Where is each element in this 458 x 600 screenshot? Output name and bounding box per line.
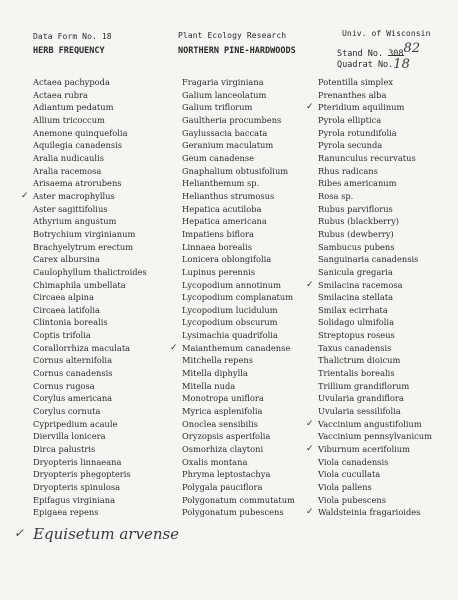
species-row	[182, 329, 295, 342]
species-name: Linnaea borealis	[182, 241, 252, 252]
species-name: Mitchella repens	[182, 355, 253, 366]
species-row	[33, 253, 147, 266]
species-name: Caulophyllum thalictroides	[33, 266, 147, 277]
species-name: Pyrola elliptica	[318, 114, 382, 125]
university: Univ. of Wisconsin	[342, 29, 431, 38]
species-row	[182, 367, 295, 380]
species-name: Allium tricoccum	[33, 114, 105, 125]
species-row	[182, 101, 295, 114]
quadrat-number	[337, 56, 410, 71]
species-row	[318, 177, 432, 190]
species-name: Arisaema atrorubens	[33, 178, 122, 189]
species-name: Aralia racemosa	[33, 165, 102, 176]
species-row	[318, 190, 432, 203]
species-name: Hepatica acutiloba	[182, 203, 262, 214]
species-name: Smilax ecirrhata	[318, 304, 388, 315]
species-name: Lysimachia quadrifolia	[182, 330, 278, 341]
species-row	[182, 506, 295, 519]
species-row	[21, 190, 147, 203]
species-name: Streptopus roseus	[318, 330, 395, 341]
species-row	[182, 456, 295, 469]
species-name: Actaea pachypoda	[33, 77, 110, 87]
species-row	[33, 152, 147, 165]
species-row	[318, 456, 432, 469]
species-name: Uvularia grandiflora	[318, 393, 404, 404]
species-name: Aster macrophyllus	[33, 190, 115, 201]
species-name: Maianthemum canadense	[182, 342, 291, 353]
species-row	[318, 165, 432, 178]
species-row	[306, 101, 432, 114]
species-row	[182, 304, 295, 317]
species-name: Sanguinaria canadensis	[318, 254, 419, 265]
species-row	[182, 291, 295, 304]
species-name: Lycopodium complanatum	[182, 292, 294, 303]
species-row	[318, 329, 432, 342]
species-row	[318, 481, 432, 494]
species-name: Smilacina racemosa	[318, 279, 403, 290]
species-row	[33, 127, 147, 140]
species-name: Viola pallens	[318, 482, 372, 492]
species-row	[306, 418, 432, 431]
species-row	[170, 342, 295, 355]
species-row	[33, 392, 147, 405]
species-row	[318, 380, 432, 393]
species-row	[33, 354, 147, 367]
species-row	[182, 481, 295, 494]
species-name: Polygonatum commutatum	[182, 494, 295, 505]
species-row	[182, 494, 295, 507]
species-row	[306, 443, 432, 456]
stand-label: Stand No.	[337, 49, 384, 59]
species-name: Aquilegia canadensis	[33, 140, 123, 151]
check-mark-icon: ✓	[306, 418, 314, 429]
species-name: Viola canadensis	[318, 456, 389, 467]
species-name: Epigaea repens	[33, 507, 99, 518]
species-row	[182, 253, 295, 266]
species-name: Solidago ulmifolia	[318, 317, 395, 328]
species-name: Brachyelytrum erectum	[33, 241, 134, 252]
species-row	[182, 316, 295, 329]
species-name: Prenanthes alba	[318, 89, 387, 100]
species-row	[33, 342, 147, 355]
species-name: Rubus (blackberry)	[318, 216, 400, 227]
handwritten-note	[14, 525, 179, 543]
species-row	[318, 354, 432, 367]
species-name: Cornus rugosa	[33, 380, 95, 391]
species-column-3	[306, 76, 432, 519]
species-row	[182, 177, 295, 190]
species-row	[33, 430, 147, 443]
species-name: Dirca palustris	[33, 444, 96, 455]
species-name: Lupinus perennis	[182, 266, 256, 277]
species-row	[33, 279, 147, 292]
species-row	[33, 203, 147, 216]
species-name: Ribes americanum	[318, 178, 397, 189]
species-row	[318, 152, 432, 165]
check-mark-icon: ✓	[306, 507, 314, 518]
species-row	[33, 165, 147, 178]
species-name: Onoclea sensibilis	[182, 418, 258, 429]
species-name: Epifagus virginiana	[33, 494, 116, 505]
species-row	[318, 430, 432, 443]
species-name: Sanicula gregaria	[318, 266, 393, 277]
species-row	[33, 241, 147, 254]
species-row	[33, 443, 147, 456]
species-name: Clintonia borealis	[33, 317, 108, 328]
species-row	[182, 443, 295, 456]
species-row	[182, 127, 295, 140]
species-row	[33, 304, 147, 317]
species-row	[318, 468, 432, 481]
species-name: Carex albursina	[33, 254, 100, 265]
form-subtitle: NORTHERN PINE-HARDWOODS	[178, 46, 296, 56]
species-row	[318, 215, 432, 228]
species-row	[182, 266, 295, 279]
species-row	[182, 430, 295, 443]
species-name: Actaea rubra	[33, 89, 88, 100]
form-number: Data Form No. 18	[33, 32, 112, 41]
species-name: Mitella diphylla	[182, 368, 248, 379]
species-row	[182, 190, 295, 203]
species-name: Diervilla lonicera	[33, 431, 106, 442]
species-name: Vaccinium angustifolium	[318, 418, 422, 429]
species-row	[33, 367, 147, 380]
handwritten-check-icon: ✓	[14, 526, 25, 540]
handwritten-species: Equisetum arvense	[33, 525, 180, 543]
species-row	[318, 253, 432, 266]
species-row	[33, 291, 147, 304]
species-name: Gaylussacia baccata	[182, 127, 268, 138]
species-row	[318, 405, 432, 418]
species-row	[182, 279, 295, 292]
species-name: Trientalis borealis	[318, 368, 395, 379]
species-name: Pteridium aquilinum	[318, 102, 405, 113]
species-name: Circaea alpina	[33, 292, 94, 303]
species-name: Pyrola secunda	[318, 140, 383, 151]
species-name: Rosa sp.	[318, 190, 354, 201]
species-name: Athyrium angustum	[33, 216, 117, 227]
species-name: Gnaphalium obtusifolium	[182, 165, 289, 176]
species-row	[318, 266, 432, 279]
species-row	[318, 392, 432, 405]
species-row	[182, 165, 295, 178]
species-name: Coptis trifolia	[33, 330, 91, 341]
organization: Plant Ecology Research	[178, 31, 287, 40]
species-row	[318, 316, 432, 329]
species-name: Botrychium virginianum	[33, 228, 136, 239]
species-row	[33, 316, 147, 329]
species-name: Sambucus pubens	[318, 241, 395, 252]
species-row	[318, 76, 432, 89]
species-row	[318, 367, 432, 380]
species-row	[33, 506, 147, 519]
species-name: Cornus canadensis	[33, 368, 113, 379]
species-row	[318, 241, 432, 254]
species-name: Fragaria virginiana	[182, 77, 264, 87]
species-name: Helianthemum sp.	[182, 178, 260, 189]
check-mark-icon: ✓	[306, 279, 314, 290]
species-name: Polygala pauciflora	[182, 482, 263, 492]
species-row	[318, 304, 432, 317]
species-row	[182, 380, 295, 393]
species-row	[33, 139, 147, 152]
species-row	[318, 114, 432, 127]
species-row	[33, 76, 147, 89]
species-name: Hepatica americana	[182, 216, 267, 227]
species-name: Aralia nudicaulis	[33, 152, 104, 163]
species-row	[182, 405, 295, 418]
species-name: Lycopodium annotinum	[182, 279, 281, 290]
species-name: Oxalis montana	[182, 456, 248, 467]
check-mark-icon: ✓	[170, 342, 178, 353]
species-row	[33, 114, 147, 127]
species-name: Cornus alternifolia	[33, 355, 113, 366]
species-column-1	[21, 76, 147, 519]
species-row	[318, 127, 432, 140]
check-mark-icon: ✓	[306, 444, 314, 455]
species-name: Polygonatum pubescens	[182, 507, 284, 518]
species-row	[318, 494, 432, 507]
species-name: Uvularia sessilifolia	[318, 406, 401, 417]
species-row	[318, 139, 432, 152]
species-name: Corylus americana	[33, 393, 113, 404]
stand-struck-value: 308	[388, 49, 404, 59]
species-row	[182, 215, 295, 228]
species-column-2	[170, 76, 295, 519]
species-name: Circaea latifolia	[33, 304, 100, 315]
species-name: Oryzopsis asperifolia	[182, 431, 271, 442]
species-row	[33, 228, 147, 241]
species-row	[182, 203, 295, 216]
species-row	[182, 152, 295, 165]
species-row	[182, 392, 295, 405]
species-name: Mitella nuda	[182, 380, 236, 391]
species-row	[318, 89, 432, 102]
species-name: Corallorrhiza maculata	[33, 342, 131, 353]
species-name: Cypripedium acaule	[33, 418, 118, 429]
species-row	[182, 114, 295, 127]
species-name: Thalictrum dioicum	[318, 355, 401, 366]
species-row	[182, 468, 295, 481]
quadrat-label: Quadrat No.	[337, 60, 394, 70]
species-name: Lonicera oblongifolia	[182, 254, 272, 265]
species-row	[33, 418, 147, 431]
species-name: Viola cucullata	[318, 469, 381, 480]
species-name: Monotropa uniflora	[182, 393, 264, 404]
species-name: Myrica asplenifolia	[182, 406, 263, 417]
species-row	[33, 405, 147, 418]
species-row	[182, 241, 295, 254]
species-row	[306, 506, 432, 519]
species-name: Corylus cornuta	[33, 406, 101, 417]
species-row	[182, 354, 295, 367]
species-row	[182, 139, 295, 152]
species-row	[306, 279, 432, 292]
quadrat-handwritten-value: 18	[393, 57, 410, 72]
species-name: Viburnum acerifolium	[318, 444, 411, 455]
species-name: Adiantum pedatum	[33, 102, 114, 113]
species-name: Vaccinium pennsylvanicum	[318, 431, 432, 442]
species-row	[33, 380, 147, 393]
species-name: Potentilla simplex	[318, 77, 394, 87]
species-name: Helianthus strumosus	[182, 190, 275, 201]
species-name: Gaultheria procumbens	[182, 114, 282, 125]
species-row	[182, 89, 295, 102]
stand-handwritten-value: 82	[403, 41, 421, 56]
species-row	[182, 418, 295, 431]
species-name: Rubus (dewberry)	[318, 228, 394, 239]
species-name: Rubus parviflorus	[318, 203, 393, 214]
check-mark-icon: ✓	[306, 102, 314, 113]
species-row	[33, 456, 147, 469]
species-row	[33, 494, 147, 507]
species-row	[182, 228, 295, 241]
species-row	[182, 76, 295, 89]
species-name: Galium triflorum	[182, 102, 253, 113]
species-name: Osmorhiza claytoni	[182, 444, 264, 455]
species-name: Rhus radicans	[318, 165, 378, 176]
form-title: HERB FREQUENCY	[33, 46, 105, 56]
species-name: Lycopodium lucidulum	[182, 304, 278, 315]
species-name: Taxus canadensis	[318, 342, 392, 353]
species-row	[33, 329, 147, 342]
species-row	[33, 215, 147, 228]
species-name: Ranunculus recurvatus	[318, 152, 416, 163]
species-name: Trillium grandiflorum	[318, 380, 410, 391]
species-row	[318, 228, 432, 241]
species-row	[33, 468, 147, 481]
species-row	[318, 291, 432, 304]
species-name: Geum canadense	[182, 152, 255, 163]
species-row	[318, 203, 432, 216]
species-row	[33, 89, 147, 102]
species-name: Impatiens biflora	[182, 228, 254, 239]
species-name: Pyrola rotundifolia	[318, 127, 397, 138]
species-row	[33, 266, 147, 279]
species-name: Geranium maculatum	[182, 140, 274, 151]
species-row	[33, 481, 147, 494]
species-name: Dryopteris linnaeana	[33, 456, 122, 467]
species-name: Viola pubescens	[318, 494, 387, 505]
species-name: Anemone quinquefolia	[33, 127, 128, 138]
species-name: Galium lanceolatum	[182, 89, 267, 100]
species-row	[318, 342, 432, 355]
species-name: Dryopteris phegopteris	[33, 469, 131, 480]
species-row	[33, 177, 147, 190]
species-row	[33, 101, 147, 114]
species-name: Phryma leptostachya	[182, 469, 271, 480]
species-name: Chimaphila umbellata	[33, 279, 126, 290]
species-name: Smilacina stellata	[318, 292, 394, 303]
species-name: Dryopteris spinulosa	[33, 482, 121, 492]
species-name: Aster sagittifolius	[33, 203, 108, 214]
species-name: Waldsteinia fragarioides	[318, 507, 421, 518]
species-name: Lycopodium obscurum	[182, 317, 278, 328]
check-mark-icon: ✓	[21, 190, 29, 201]
